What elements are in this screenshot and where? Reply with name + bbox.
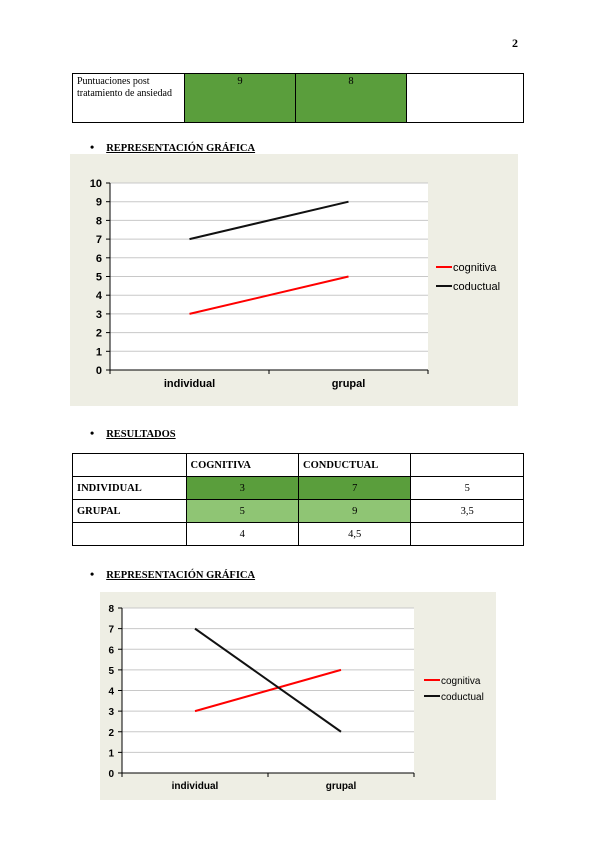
post-treatment-table <box>72 73 524 123</box>
header-cell: COGNITIVA <box>186 454 298 477</box>
y-tick-label: 1 <box>108 748 114 760</box>
y-tick-label: 5 <box>95 271 102 284</box>
legend-label: cognitiva <box>441 676 481 687</box>
table-cell: 9 <box>185 74 296 123</box>
table-cell <box>407 74 524 123</box>
header-cell <box>73 454 187 477</box>
table-cell: 3,5 <box>411 500 524 523</box>
table-row <box>73 523 524 546</box>
x-tick-label: individual <box>163 378 216 390</box>
y-tick-label: 3 <box>95 308 102 321</box>
legend-label: coductual <box>441 692 484 703</box>
y-tick-label: 9 <box>95 196 102 209</box>
table-cell: 5 <box>411 477 524 500</box>
y-tick-label: 4 <box>95 290 102 303</box>
y-tick-label: 5 <box>108 665 114 677</box>
y-tick-label: 0 <box>95 365 102 377</box>
line-chart-2 <box>100 592 496 800</box>
y-tick-label: 8 <box>95 215 102 228</box>
y-tick-label: 8 <box>108 604 114 615</box>
line-chart-1 <box>70 154 518 406</box>
results-table <box>72 453 524 546</box>
table-cell: 4,5 <box>298 523 410 546</box>
table-row <box>73 74 524 123</box>
y-tick-label: 7 <box>95 234 102 247</box>
y-tick-label: 2 <box>95 327 102 340</box>
y-tick-label: 1 <box>95 346 102 359</box>
row-label: INDIVIDUAL <box>73 477 187 500</box>
section-heading-2 <box>90 424 176 442</box>
section-title: REPRESENTACIÓN GRÁFICA <box>106 570 256 581</box>
section-title: RESULTADOS <box>106 429 176 440</box>
legend-label: coductual <box>453 281 501 293</box>
table-row <box>73 500 524 523</box>
y-tick-label: 10 <box>89 178 102 190</box>
y-tick-label: 6 <box>108 645 114 657</box>
y-tick-label: 3 <box>108 707 114 719</box>
table-cell <box>411 523 524 546</box>
y-tick-label: 7 <box>108 624 114 636</box>
y-tick-label: 0 <box>108 769 114 780</box>
y-tick-label: 4 <box>108 686 114 698</box>
row-label <box>73 523 187 546</box>
table-cell: 3 <box>186 477 298 500</box>
x-tick-label: grupal <box>331 378 366 390</box>
x-tick-label: grupal <box>325 781 357 792</box>
bullet-icon: • <box>90 426 95 440</box>
y-tick-label: 6 <box>95 252 102 265</box>
page-number: 2 <box>512 36 518 50</box>
section-heading-3 <box>90 565 255 583</box>
table-cell: 9 <box>298 500 410 523</box>
bullet-icon: • <box>90 140 95 154</box>
table-cell: 8 <box>296 74 407 123</box>
table-cell: 7 <box>298 477 410 500</box>
row-label: GRUPAL <box>73 500 187 523</box>
header-cell: CONDUCTUAL <box>298 454 410 477</box>
row-label: Puntuaciones post tratamiento de ansiedad <box>73 74 185 123</box>
table-header-row <box>73 454 524 477</box>
legend-label: cognitiva <box>453 262 497 274</box>
section-title: REPRESENTACIÓN GRÁFICA <box>106 143 256 154</box>
bullet-icon: • <box>90 567 95 581</box>
table-cell: 5 <box>186 500 298 523</box>
table-row <box>73 477 524 500</box>
x-tick-label: individual <box>171 781 219 792</box>
y-tick-label: 2 <box>108 727 114 739</box>
table-cell: 4 <box>186 523 298 546</box>
header-cell <box>411 454 524 477</box>
